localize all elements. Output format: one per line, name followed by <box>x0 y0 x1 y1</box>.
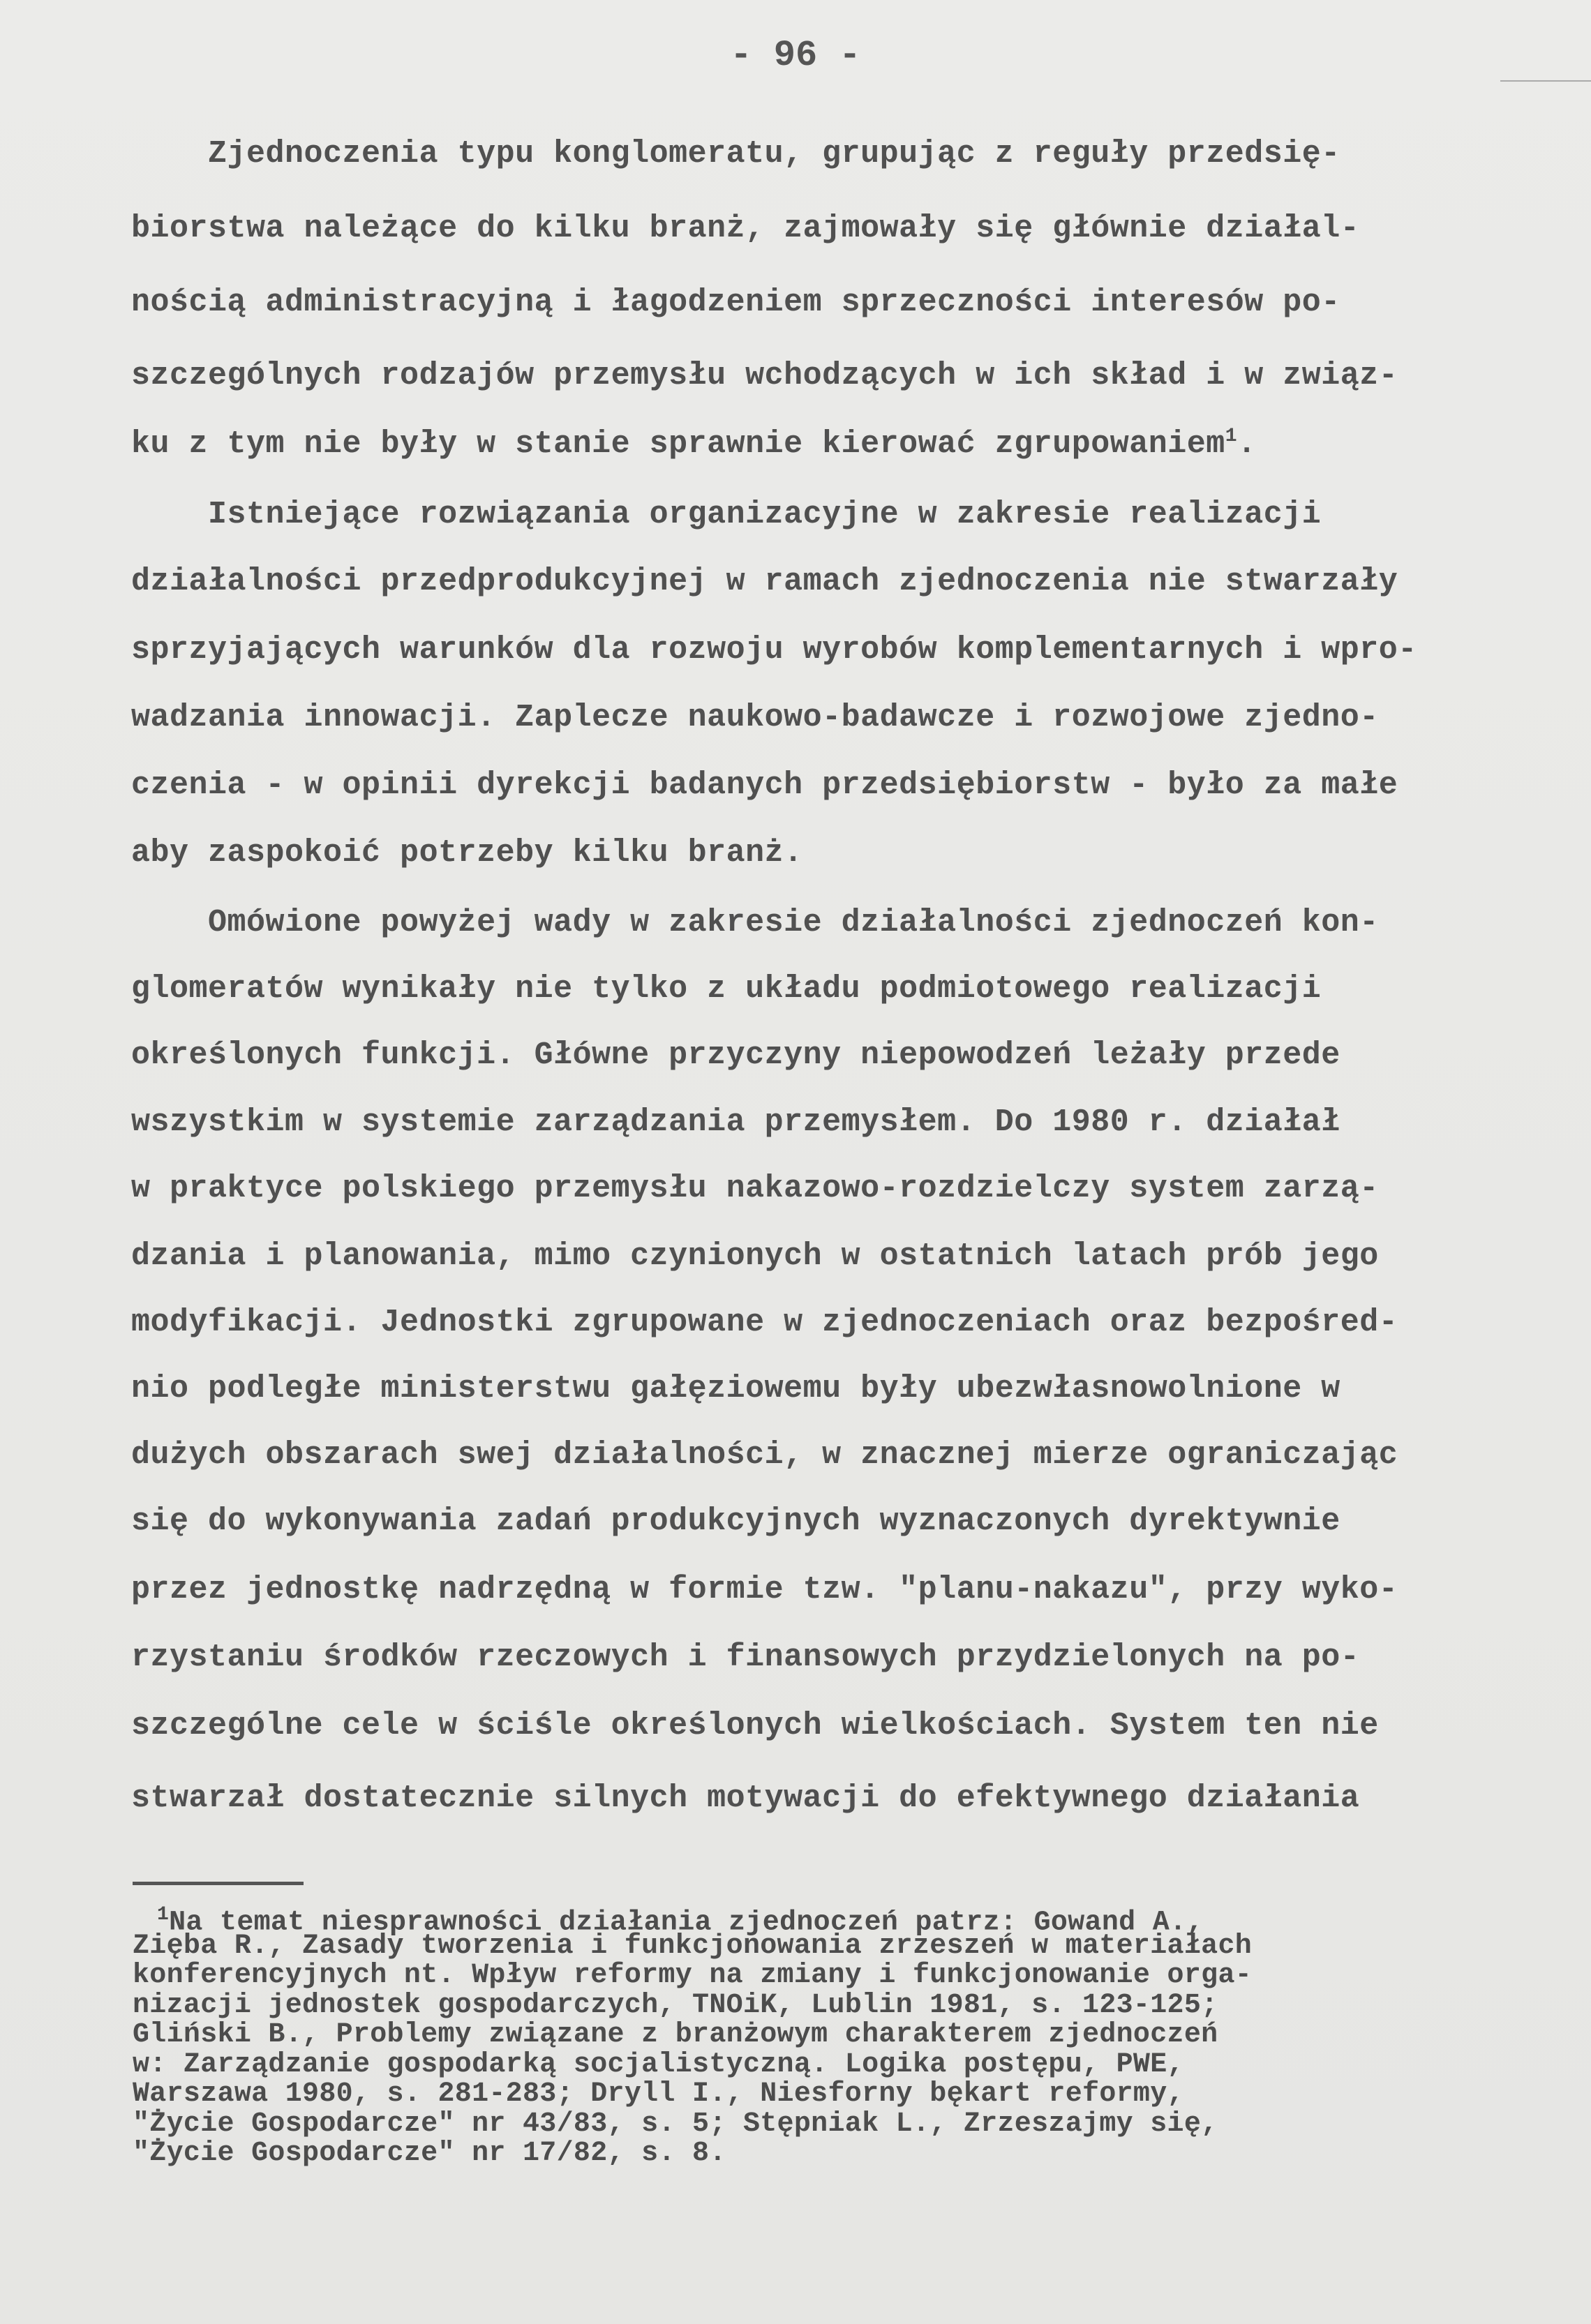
body-line: aby zaspokoić potrzeby kilku branż. <box>131 835 803 871</box>
footnote-reference[interactable]: 1 <box>1225 426 1238 447</box>
footnote-line: w: Zarządzanie gospodarką socjalistyczną. Logika postępu, PWE, <box>133 2049 1184 2081</box>
body-line: stwarzał dostatecznie silnych motywacji do efektywnego działania <box>131 1781 1360 1816</box>
footnote-separator <box>133 1882 304 1885</box>
line-end: . <box>1237 426 1257 462</box>
body-line: dzania i planowania, mimo czynionych w ostatnich latach prób jego <box>131 1238 1379 1274</box>
body-line: ku z tym nie były w stanie sprawnie kierować zgrupowaniem <box>131 426 1225 462</box>
body-line: działalności przedprodukcyjnej w ramach zjednoczenia nie stwarzały <box>131 564 1398 599</box>
body-line: wszystkim w systemie zarządzania przemysłem. Do 1980 r. działał <box>131 1104 1340 1140</box>
footnote-text: Na temat niesprawności działania zjednoczeń patrz: Gowand A., <box>169 1907 1204 1939</box>
footnote-line: Zięba R., Zasady tworzenia i funkcjonowania zrzeszeń w materiałach <box>133 1931 1253 1962</box>
body-line: się do wykonywania zadań produkcyjnych wyznaczonych dyrektywnie <box>131 1504 1340 1539</box>
body-line: w praktyce polskiego przemysłu nakazowo-rozdzielczy system zarzą- <box>131 1171 1379 1206</box>
body-line: szczególne cele w ściśle określonych wielkościach. System ten nie <box>131 1708 1379 1744</box>
body-line: szczególnych rodzajów przemysłu wchodzących w ich skład i w związ- <box>131 358 1398 393</box>
body-line: przez jednostkę nadrzędną w formie tzw. "planu-nakazu", przy wyko- <box>131 1572 1398 1607</box>
body-line: rzystaniu środków rzeczowych i finansowych przydzielonych na po- <box>131 1640 1360 1675</box>
body-line: nio podległe ministerstwu gałęziowemu były ubezwłasnowolnione w <box>131 1371 1340 1407</box>
body-line: określonych funkcji. Główne przyczyny niepowodzeń leżały przede <box>131 1037 1340 1073</box>
body-line: modyfikacji. Jednostki zgrupowane w zjednoczeniach oraz bezpośred- <box>131 1305 1398 1340</box>
footnote-line: Gliński B., Problemy związane z branżowym charakterem zjednoczeń <box>133 2019 1218 2051</box>
body-line: Omówione powyżej wady w zakresie działalności zjednoczeń kon- <box>131 905 1379 940</box>
body-line: sprzyjających warunków dla rozwoju wyrobów komplementarnych i wpro- <box>131 632 1417 668</box>
footnote-line: Warszawa 1980, s. 281-283; Dryll I., Niesforny bękart reformy, <box>133 2078 1184 2110</box>
body-line: biorstwa należące do kilku branż, zajmowały się głównie działal- <box>131 211 1360 246</box>
footnote-line: nizacji jednostek gospodarczych, TNOiK, Lublin 1981, s. 123-125; <box>133 1990 1218 2021</box>
body-line: Istniejące rozwiązania organizacyjne w zakresie realizacji <box>131 497 1322 532</box>
footnote-number: 1 <box>157 1904 170 1926</box>
body-line: glomeratów wynikały nie tylko z układu podmiotowego realizacji <box>131 971 1322 1007</box>
footnote-line: "Życie Gospodarcze" nr 43/83, s. 5; Stępniak L., Zrzeszajmy się, <box>133 2108 1218 2140</box>
body-line: Zjednoczenia typu konglomeratu, grupując z reguły przedsię- <box>131 136 1340 172</box>
page-edge-mark <box>1500 80 1591 82</box>
body-line: nością administracyjną i łagodzeniem sprzeczności interesów po- <box>131 285 1340 320</box>
footnote-line: "Życie Gospodarcze" nr 17/82, s. 8. <box>133 2138 726 2169</box>
body-line: dużych obszarach swej działalności, w znacznej mierze ograniczając <box>131 1437 1398 1473</box>
body-line-with-ref <box>131 426 1548 462</box>
footnote-line: konferencyjnych nt. Wpływ reformy na zmiany i funkcjonowanie orga- <box>133 1960 1253 1991</box>
body-line: czenia - w opinii dyrekcji badanych przedsiębiorstw - było za małe <box>131 767 1398 803</box>
page-number: - 96 - <box>730 35 861 76</box>
body-line: wadzania innowacji. Zaplecze naukowo-badawcze i rozwojowe zjedno- <box>131 700 1379 735</box>
